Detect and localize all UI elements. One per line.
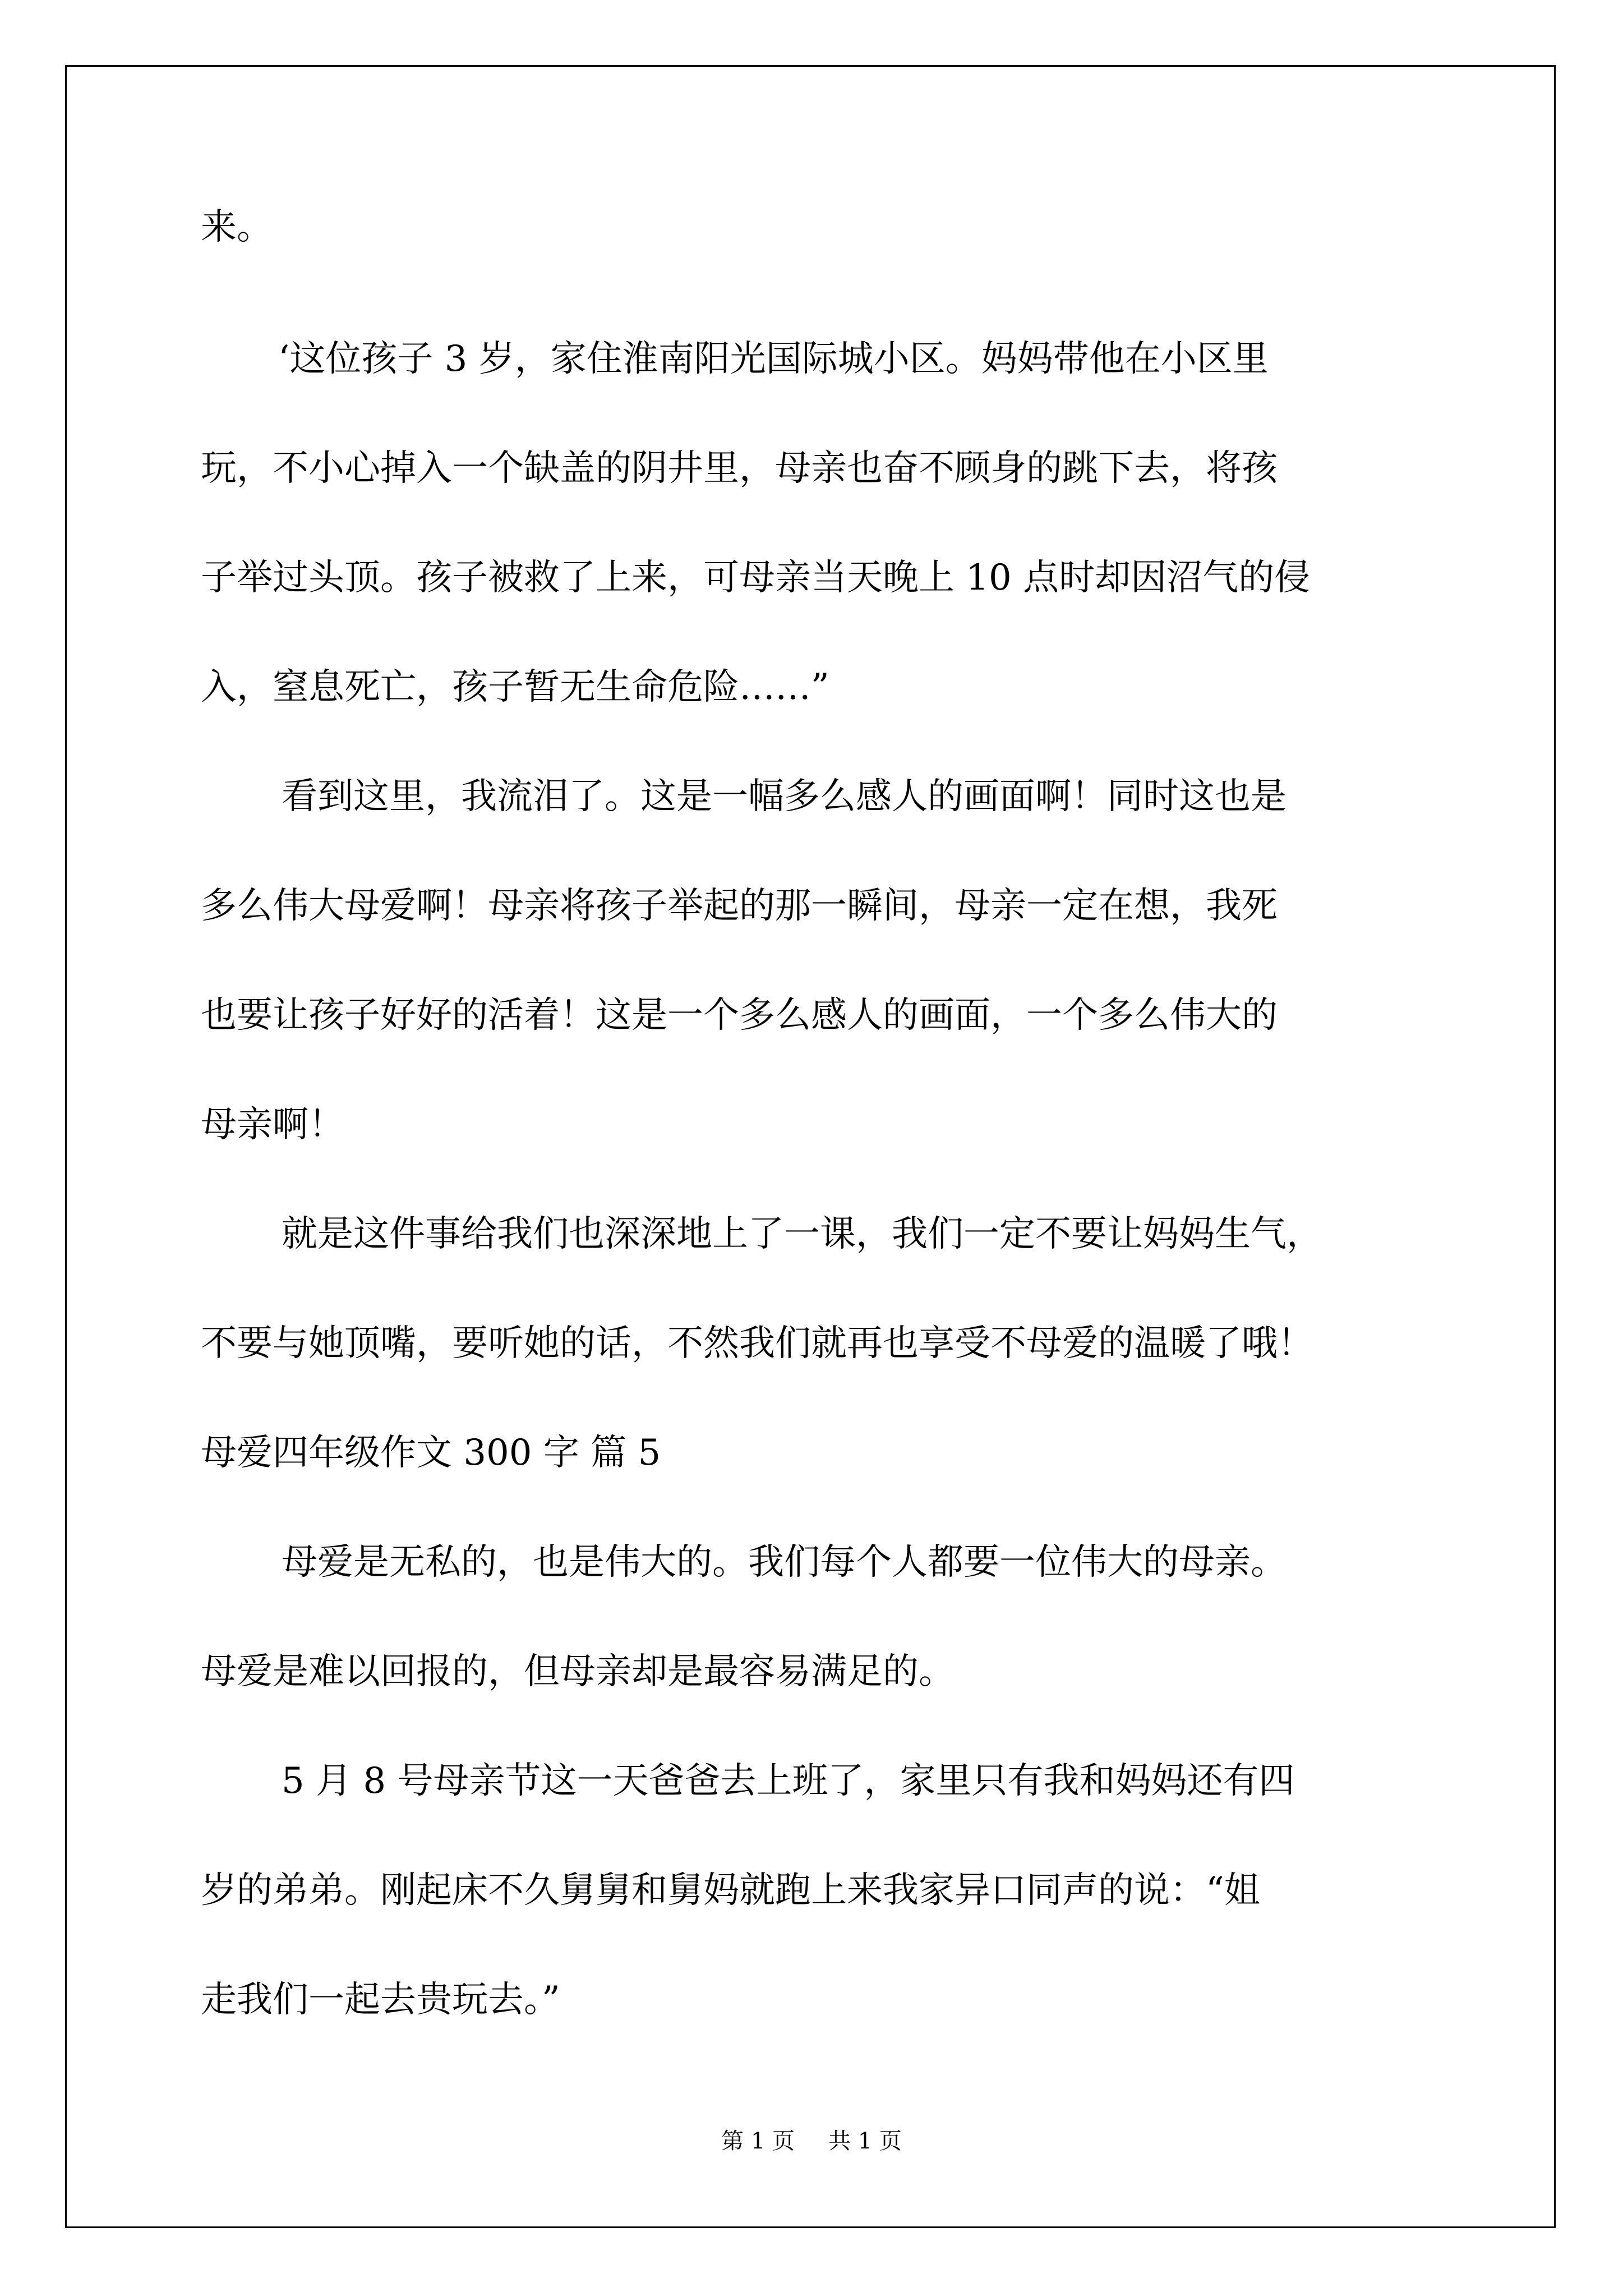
- section-heading: 母爱四年级作文 300 字 篇 5: [201, 1432, 661, 1474]
- text-line: 玩，不小心掉入一个缺盖的阴井里，母亲也奋不顾身的跳下去，将孩: [201, 448, 1278, 489]
- text-line: 母爱是难以回报的，但母亲却是最容易满足的。: [201, 1651, 955, 1692]
- text-line: 母亲啊！: [201, 1104, 344, 1145]
- text-line: 也要让孩子好好的活着！这是一个多么感人的画面，一个多么伟大的: [201, 995, 1278, 1036]
- text-line: 5 月 8 号母亲节这一天爸爸去上班了，家里只有我和妈妈还有四: [282, 1760, 1295, 1802]
- text-line: 就是这件事给我们也深深地上了一课，我们一定不要让妈妈生气，: [282, 1213, 1322, 1255]
- text-line: ‘这位孩子 3 岁，家住淮南阳光国际城小区。妈妈带他在小区里: [278, 338, 1269, 380]
- text-line: 来。: [201, 206, 273, 248]
- text-line: 看到这里，我流泪了。这是一幅多么感人的画面啊！同时这也是: [282, 776, 1287, 817]
- text-line: 岁的弟弟。刚起床不久舅舅和舅妈就跑上来我家异口同声的说：“姐: [201, 1870, 1260, 1911]
- page-number-total: 共 1 页: [828, 2128, 902, 2154]
- text-line: 不要与她顶嘴，要听她的话，不然我们就再也享受不母爱的温暖了哦！: [201, 1323, 1313, 1364]
- page-number-current: 第 1 页: [721, 2128, 795, 2154]
- text-line: 入，窒息死亡，孩子暂无生命危险……”: [201, 666, 829, 708]
- text-line: 子举过头顶。孩子被救了上来，可母亲当天晚上 10 点时却因沼气的侵: [201, 557, 1311, 599]
- text-line: 多么伟大母爱啊！母亲将孩子举起的那一瞬间，母亲一定在想，我死: [201, 885, 1278, 927]
- page-footer: [0, 2127, 1623, 2155]
- text-line: 母爱是无私的，也是伟大的。我们每个人都要一位伟大的母亲。: [282, 1542, 1287, 1583]
- text-line: 走我们一起去贵玩去。”: [201, 1979, 560, 2021]
